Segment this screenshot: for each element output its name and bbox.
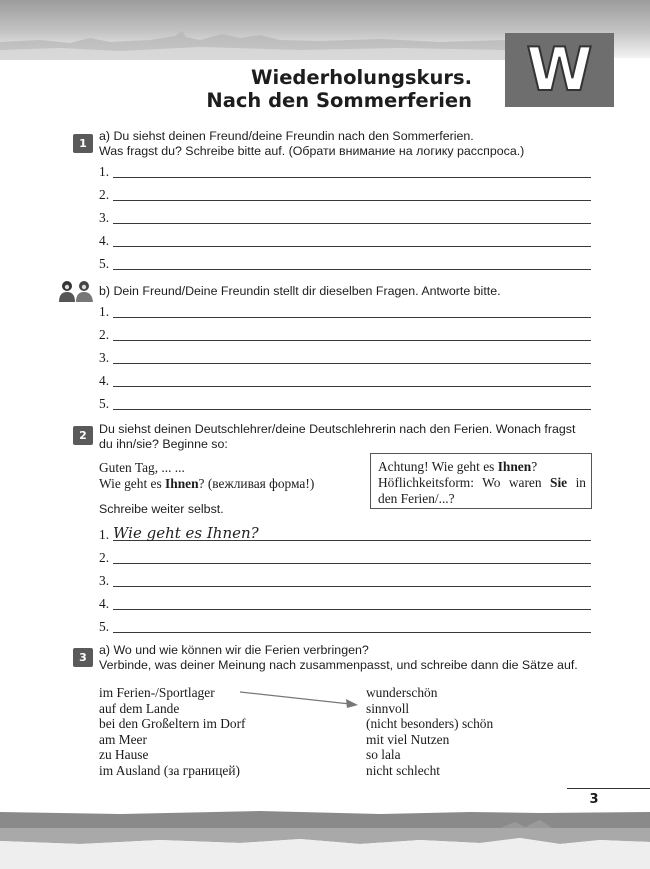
line-number: 3. (99, 350, 110, 365)
line-number: 3. (99, 210, 110, 225)
bottom-decorative-band (0, 800, 650, 869)
line-number: 1. (99, 164, 110, 179)
section-badge (505, 33, 614, 107)
exercise-3-instruction (99, 643, 578, 673)
match-left-item[interactable]: im Ferien-/Sportlager (99, 685, 215, 700)
page-title (180, 66, 472, 112)
line-number: 1. (99, 527, 110, 542)
exercise-2-number: 2 (73, 426, 93, 445)
line-number: 2. (99, 327, 110, 342)
line-number: 3. (99, 573, 110, 588)
match-left-item[interactable]: am Meer (99, 731, 147, 747)
exercise-3-instruction-line-2: Verbinde, was deiner Meinung nach zusammenpasst, und schreibe dann die Sätze auf. (99, 658, 578, 672)
answer-line-1a-2[interactable] (99, 186, 591, 202)
example-line-2: Wie geht es Ihnen? (вежливая форма!) (99, 475, 315, 491)
match-right-column (366, 685, 493, 779)
title-line-1: Wiederholungskurs. (251, 66, 472, 89)
match-left-item[interactable]: auf dem Lande (99, 700, 180, 716)
answer-line-1b-4[interactable] (99, 372, 591, 388)
exercise-1a-instruction (99, 129, 524, 159)
answer-line-2-2[interactable] (99, 549, 591, 565)
match-left-item[interactable]: zu Hause (99, 747, 149, 763)
exercise-3-number: 3 (73, 648, 93, 667)
exercise-2-instruction (99, 422, 575, 452)
line-number: 5. (99, 256, 110, 271)
hint-line-2: Höflichkeitsform: Wo waren Sie in (378, 475, 587, 490)
page-number: 3 (589, 792, 599, 807)
answer-line-1a-4[interactable] (99, 232, 591, 248)
answer-line-2-5[interactable] (99, 618, 591, 634)
answer-line-2-3[interactable] (99, 572, 591, 588)
line-number: 2. (99, 187, 110, 202)
match-left-column (99, 685, 246, 779)
exercise-2-instruction-line-1: Du siehst deinen Deutschlehrer/deine Deutschlehrerin nach den Ferien. Wonach fragst (99, 422, 576, 436)
match-right-item[interactable]: so lala (366, 747, 401, 763)
line-number: 2. (99, 550, 110, 565)
match-left-item[interactable]: im Ausland (за границей) (99, 762, 240, 778)
answer-line-1a-1[interactable] (99, 163, 591, 179)
example-line-1: Guten Tag, ... ... (99, 460, 185, 475)
exercise-2-instruction-line-2: du ihn/sie? Beginne so: (99, 437, 228, 451)
exercise-3-instruction-line-1: a) Wo und wie können wir die Ferien verbringen? (99, 643, 369, 657)
exercise-1b-instruction: b) Dein Freund/Deine Freundin stellt dir dieselben Fragen. Antworte bitte. (99, 284, 501, 298)
match-left-item[interactable]: bei den Großeltern im Dorf (99, 716, 246, 732)
handwritten-answer: Wie geht es Ihnen? (113, 524, 259, 542)
politeness-hint-box (370, 453, 592, 509)
answer-line-1b-2[interactable] (99, 326, 591, 342)
pair-work-icon (57, 280, 95, 302)
match-right-item[interactable]: (nicht besonders) schön (366, 716, 494, 732)
exercise-1a-instruction-line-2: Was fragst du? Schreibe bitte auf. (Обрати внимание на логику расспроса.) (99, 144, 525, 158)
match-right-item[interactable]: nicht schlecht (366, 762, 440, 778)
hint-line-3: den Ferien/...? (378, 491, 455, 506)
match-right-item[interactable]: sinnvoll (366, 700, 410, 716)
answer-line-1b-3[interactable] (99, 349, 591, 365)
match-right-item[interactable]: wunderschön (366, 685, 438, 700)
match-right-item[interactable]: mit viel Nutzen (366, 731, 450, 747)
hint-line-1: Achtung! Wie geht es Ihnen? (378, 459, 538, 474)
line-number: 5. (99, 619, 110, 634)
exercise-2-example (99, 460, 314, 491)
badge-letter: W (526, 35, 593, 105)
answer-line-1b-1[interactable] (99, 303, 591, 319)
answer-line-2-4[interactable] (99, 595, 591, 611)
answer-line-1b-5[interactable] (99, 395, 591, 411)
match-example-arrow-icon (238, 689, 360, 711)
line-number: 4. (99, 233, 110, 248)
page-number-rule (567, 788, 650, 789)
line-number: 4. (99, 596, 110, 611)
answer-line-1a-5[interactable] (99, 255, 591, 271)
answer-line-1a-3[interactable] (99, 209, 591, 225)
line-number: 4. (99, 373, 110, 388)
title-line-2: Nach den Sommerferien (206, 89, 472, 112)
line-number: 5. (99, 396, 110, 411)
answer-line-2-1[interactable] (99, 526, 591, 542)
line-number: 1. (99, 304, 110, 319)
exercise-1a-instruction-line-1: a) Du siehst deinen Freund/deine Freundin nach den Sommerferien. (99, 129, 474, 143)
exercise-1-number: 1 (73, 134, 93, 153)
continue-instruction: Schreibe weiter selbst. (99, 502, 224, 516)
